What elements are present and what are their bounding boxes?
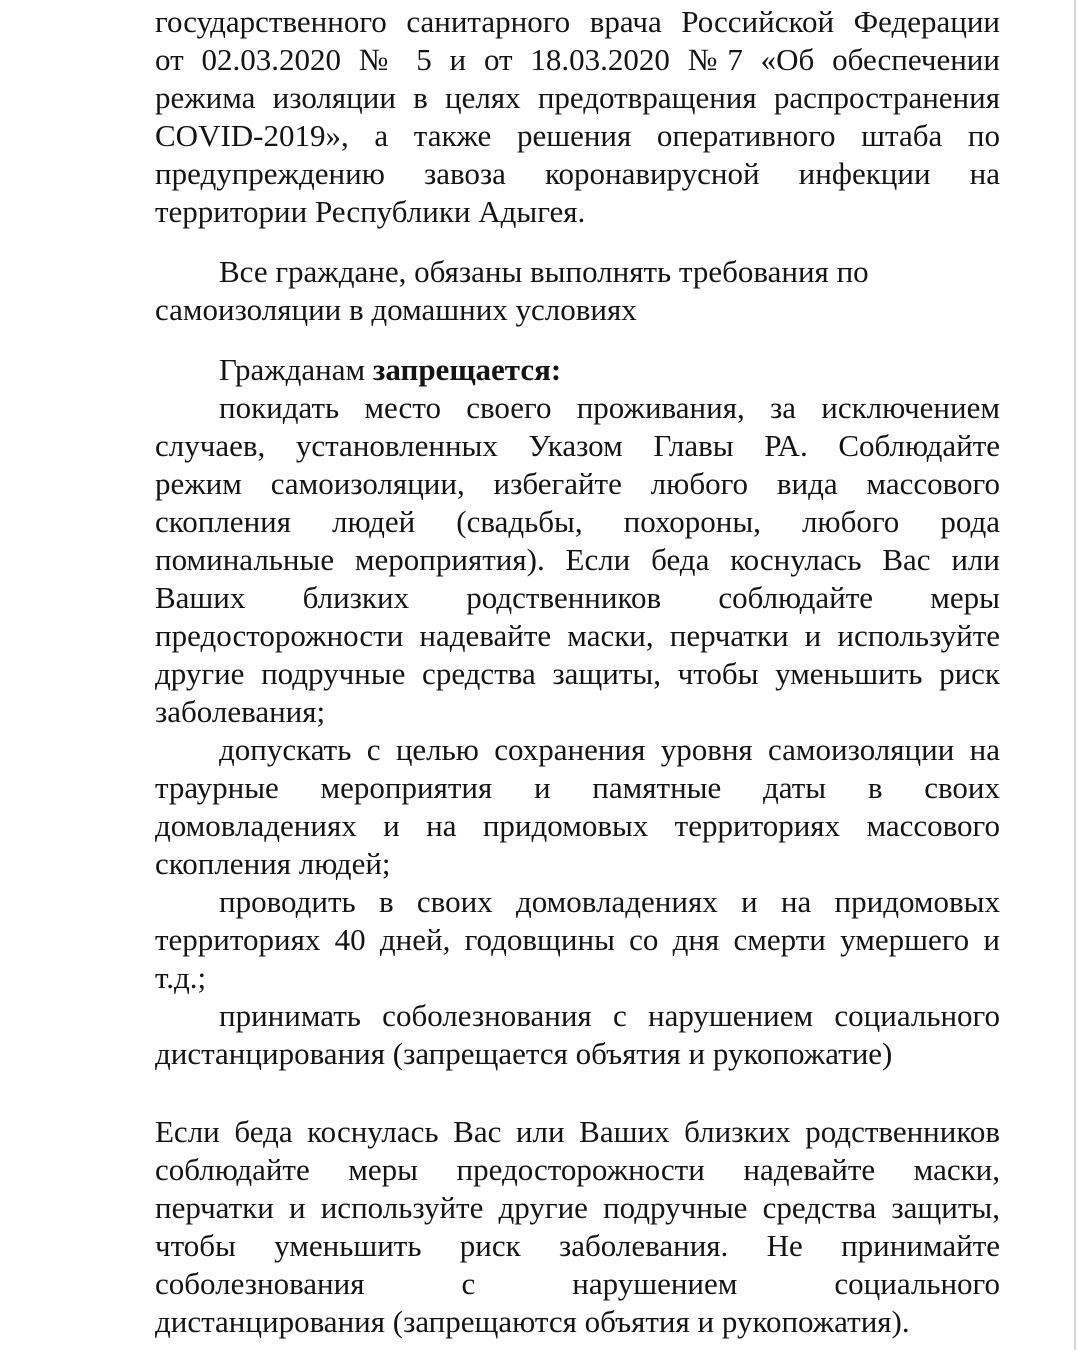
document-line: покидать место своего проживания, за исключением bbox=[219, 390, 1000, 425]
paragraph-obligation bbox=[155, 253, 1000, 329]
document-line: дистанцирования (запрещаются объятия и рукопожатия). bbox=[155, 1304, 910, 1339]
document-line: другие подручные средства защиты, чтобы уменьшить риск bbox=[155, 656, 1000, 691]
prohibition-item-leave-home bbox=[155, 389, 1000, 731]
prohibited-heading-emphasis: запрещается: bbox=[372, 352, 562, 387]
document-line: предосторожности надевайте маски, перчатки и используйте bbox=[155, 618, 1000, 653]
document-line: от 02.03.2020 № 5 и от 18.03.2020 №7 «Об обеспечении bbox=[155, 42, 1000, 77]
document-line: Все граждане, обязаны выполнять требования по bbox=[219, 254, 869, 289]
document-line: домовладениях и на придомовых территориях массового bbox=[155, 808, 1000, 843]
document-line: Если беда коснулась Вас или Ваших близких родственников bbox=[155, 1114, 1000, 1149]
document-line: соблюдайте меры предосторожности надевайте маски, bbox=[155, 1152, 1000, 1187]
document-line: случаев, установленных Указом Главы РА. Соблюдайте bbox=[155, 428, 1000, 463]
document-line: режим самоизоляции, избегайте любого вида массового bbox=[155, 466, 1000, 501]
document-line: дистанцирования (запрещается объятия и рукопожатие) bbox=[155, 1036, 893, 1071]
document-line: принимать соболезнования с нарушением социального bbox=[219, 998, 1000, 1033]
prohibited-heading bbox=[155, 351, 1000, 389]
document-line: государственного санитарного врача Российской Федерации bbox=[155, 4, 1000, 39]
prohibited-heading-lead: Гражданам bbox=[219, 352, 366, 387]
document-line: территориях 40 дней, годовщины со дня смерти умершего и bbox=[155, 922, 1000, 957]
prohibitions-section bbox=[155, 351, 1000, 1073]
document-line: чтобы уменьшить риск заболевания. Не принимайте bbox=[155, 1228, 1000, 1263]
prohibition-item-memorials bbox=[155, 883, 1000, 997]
document-line: территории Республики Адыгея. bbox=[155, 194, 586, 229]
prohibition-item-gatherings bbox=[155, 731, 1000, 883]
document-line: скопления людей (свадьбы, похороны, любого рода bbox=[155, 504, 1000, 539]
document-line: Ваших близких родственников соблюдайте меры bbox=[155, 580, 1000, 615]
document-line: скопления людей; bbox=[155, 846, 391, 881]
document-line: допускать с целью сохранения уровня самоизоляции на bbox=[219, 732, 1000, 767]
paragraph-intro bbox=[155, 3, 1000, 231]
document-line: траурные мероприятия и памятные даты в своих bbox=[155, 770, 1000, 805]
document-line: предупреждению завоза коронавирусной инфекции на bbox=[155, 156, 1000, 191]
document-line: т.д.; bbox=[155, 960, 207, 995]
document-line: перчатки и используйте другие подручные средства защиты, bbox=[155, 1190, 1000, 1225]
paragraph-final bbox=[155, 1113, 1000, 1341]
document-line: COVID-2019», а также решения оперативного штаба по bbox=[155, 118, 1000, 153]
document-line: заболевания; bbox=[155, 694, 326, 729]
document-page bbox=[155, 3, 1000, 1341]
scan-edge-line bbox=[1074, 0, 1076, 1350]
document-line: самоизоляции в домашних условиях bbox=[155, 292, 637, 327]
document-line: поминальные мероприятия). Если беда коснулась Вас или bbox=[155, 542, 1000, 577]
document-line: соболезнования с нарушением социального bbox=[155, 1266, 1000, 1301]
prohibition-item-condolences bbox=[155, 997, 1000, 1073]
document-line: проводить в своих домовладениях и на придомовых bbox=[219, 884, 1000, 919]
document-line: режима изоляции в целях предотвращения распространения bbox=[155, 80, 1000, 115]
